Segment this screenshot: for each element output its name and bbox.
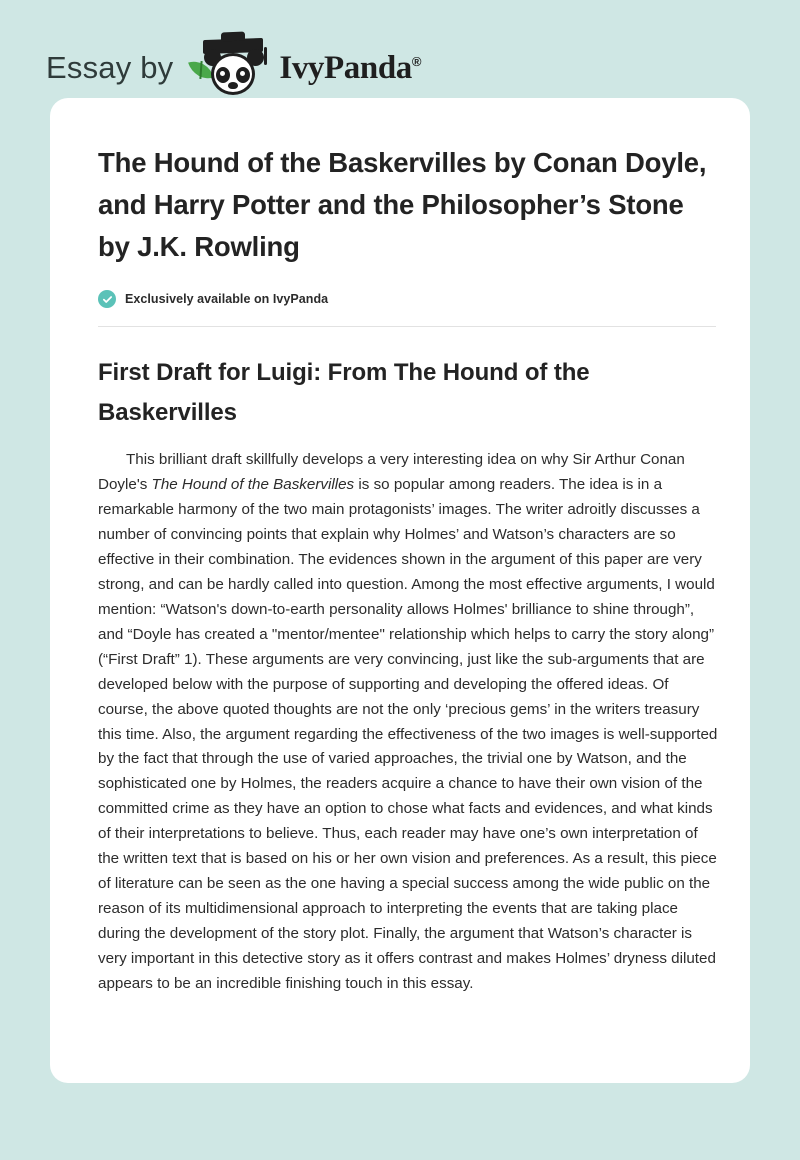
section-heading: First Draft for Luigi: From The Hound of the Baskervilles: [98, 359, 590, 426]
divider: [98, 326, 716, 327]
document-card: [50, 98, 750, 1083]
paragraph-part-2: is so popular among readers. The idea is in a remarkable harmony of the two main protagonists’ images. The writer adroitly discusses a number of convincing points that explain why Holmes’ and Watson’s characters are so effective in their combination. The evidences shown in the argument of this paper are very strong, and can be hardly called into question. Among the most effective arguments, I would mention: “Watson's down-to-earth personality allows Holmes' brilliance to shine through”, and “Doyle has created a "mentor/mentee" relationship which helps to carry the story along” (“First Draft” 1). These arguments are very convincing, just like the sub-arguments that are developed below with the purpose of supporting and developing the offered ideas. Of course, the above quoted thoughts are not the only ‘precious gems’ in the writers treasury this time. Also, the argument regarding the effectiveness of the two images is well-supported by the fact that through the use of varied approaches, the trivial one by Watson, and the sophisticated one by Holmes, the readers acquire a chance to have their own vision of the committed crime as they have an option to chose what facts and evidences, and what kinds of their interpretations to believe. Thus, each reader may have one’s own interpretation of the written text that is based on his or her own vision and preferences. As a result, this piece of literature can be seen as the one having a special success among the wide public on the reason of its multidimensional approach to interpreting the events that are taking place during the development of the story plot. Finally, the argument that Watson’s character is very important in this detective story as it offers contrast and makes Holmes’ dryness diluted appears to be an incredible finishing touch in this essay.: [98, 476, 718, 992]
brand-name: [279, 50, 421, 87]
check-circle-icon: [98, 290, 116, 308]
status-badge-label: Exclusively available on IvyPanda: [125, 292, 329, 307]
book-title-italic: The Hound of the Baskervilles: [151, 476, 355, 494]
panda-graduate-logo-icon: [189, 37, 273, 99]
paragraph-part-1: This brilliant draft skillfully develops a very interesting idea on why Sir Arthur Conan Doyle's: [98, 451, 685, 494]
page-title: The Hound of the Baskervilles by Conan Doyle, and Harry Potter and the Philosopher’s Stone by J.K. Rowling: [98, 147, 707, 263]
brand-name-text: IvyPanda: [279, 49, 412, 86]
brand-header: [0, 0, 800, 98]
cap-tassel-icon: [264, 47, 267, 65]
essay-by-label: Essay by: [46, 50, 174, 85]
ivypanda-logo[interactable]: [189, 37, 421, 99]
registered-mark: ®: [411, 53, 422, 69]
exclusive-badge: [74, 290, 722, 308]
body-paragraph: [74, 448, 722, 996]
